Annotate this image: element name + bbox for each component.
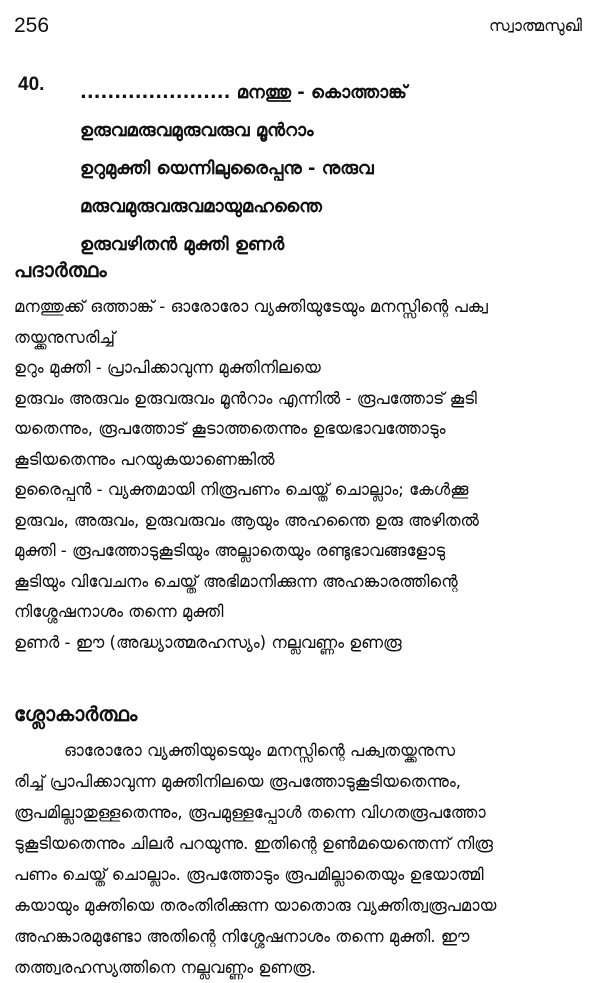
- verse-line: ഉറുമുക്തി യെന്നിലുരൈപ്പനു - നുരുവ: [80, 158, 374, 179]
- glossary-line: തയ്ക്കനുസരിച്ച്: [14, 327, 116, 347]
- commentary-line: തത്ത്വരഹസ്യത്തിനെ നല്ലവണ്ണം ഉണരൂ.: [14, 958, 317, 977]
- glossary-line: നിശ്ശേഷനാശം തന്നെ മുക്തി: [14, 602, 224, 621]
- glossary-line: കൂടിയും വിവേചനം ചെയ്ത് അഭിമാനിക്കുന്ന അഹങ്കാരത്തിന്റെ: [14, 571, 458, 591]
- running-title: സ്വാത്മസുഖി: [488, 16, 582, 35]
- commentary-line: രൂപമില്ലാതുള്ളതെന്നും, രൂപമുള്ളപ്പോൾ തന്നെ വിഗതരൂപത്തോ: [14, 803, 486, 822]
- glossary-line: കൂടിയതെന്നും പറയുകയാണെങ്കിൽ: [14, 449, 275, 469]
- commentary-line: രിച്ച് പ്രാപിക്കാവുന്ന മുക്തിനിലയെ രൂപത്തോടുകൂടിയതെന്നും,: [14, 772, 461, 791]
- verse-line: ഉരുവഴിതൻ മുക്തി ഉണർ: [80, 234, 285, 255]
- commentary-heading: ശ്ലോകാർത്ഥം: [14, 702, 138, 726]
- commentary-block: [14, 735, 588, 983]
- glossary-line: ഉരുവം അരുവം ഉരുവരുവം മൂൻറാം എന്നിൽ - രൂപത്തോട് കൂടി: [14, 388, 477, 408]
- glossary-line: ഉരുവം, അരുവം, ഉരുവരുവം ആയും അഹന്തൈ ഉരു അഴിതൽ: [14, 510, 479, 530]
- verse-line: ...................... മനത്തു - കൊത്താങ്ക്: [80, 82, 407, 103]
- verse-number: 40.: [18, 74, 45, 95]
- glossary-heading: പദാർത്ഥം: [14, 258, 107, 282]
- page-number: 256: [14, 14, 50, 37]
- glossary-line: ഉരൈപ്പൻ - വ്യക്തമായി നിരൂപണം ചെയ്ത് ചൊല്ലാം; കേൾക്കൂ: [14, 480, 469, 499]
- verse-lines: [80, 74, 590, 264]
- glossary-line: മുക്തി - രൂപത്തോടുകൂടിയും അല്ലാതെയും രണ്ടുഭാവങ്ങളോടു: [14, 541, 446, 560]
- commentary-line: ഓരോരോ വ്യക്തിയുടെയും മനസ്സിന്റെ പക്വതയ്ക്കനുസ: [64, 741, 455, 760]
- glossary-block: [14, 292, 588, 658]
- glossary-line: ഉറും മുക്തി - പ്രാപിക്കാവുന്ന മുക്തിനിലയെ: [14, 358, 321, 377]
- verse-line: ഉരുവമരുവമുരുവരുവ മൂൻറാം: [80, 120, 314, 141]
- commentary-line: പണം ചെയ്ത് ചൊല്ലാം. രൂപത്തോടും രൂപമില്ലാതെയും ഉഭയാത്മി: [14, 865, 484, 884]
- glossary-line: യതെന്നും, രൂപത്തോട് കൂടാത്തതെന്നും ഉഭയഭാവത്തോടും: [14, 419, 446, 438]
- commentary-line: ടുകൂടിയതെന്നും ചിലർ പറയുന്നു. ഇതിന്റെ ഉൺമയെന്തെന്ന് നിരൂ: [14, 834, 493, 853]
- verse-block: [18, 74, 590, 264]
- commentary-line: കയായും മുക്തിയെ തരംതിരിക്കുന്ന യാതൊരു വ്യക്തിത്വരൂപമായ: [14, 896, 497, 915]
- verse-line: മരുവമുരുവരുവമായുമഹന്തൈ: [80, 196, 322, 217]
- commentary-line: അഹങ്കാരമുണ്ടോ അതിന്റെ നിശ്ശേഷനാശം തന്നെ മുക്തി. ഈ: [14, 927, 470, 946]
- page-header: [14, 14, 582, 44]
- glossary-line: മനത്തുക്ക് ഒത്താങ്ക് - ഓരോരോ വ്യക്തിയുടേയും മനസ്സിന്റെ പക്വ: [14, 297, 488, 316]
- glossary-line: ഉണർ - ഈ (അദ്ധ്യാത്മരഹസ്യം) നല്ലവണ്ണം ഉണരൂ: [14, 632, 402, 652]
